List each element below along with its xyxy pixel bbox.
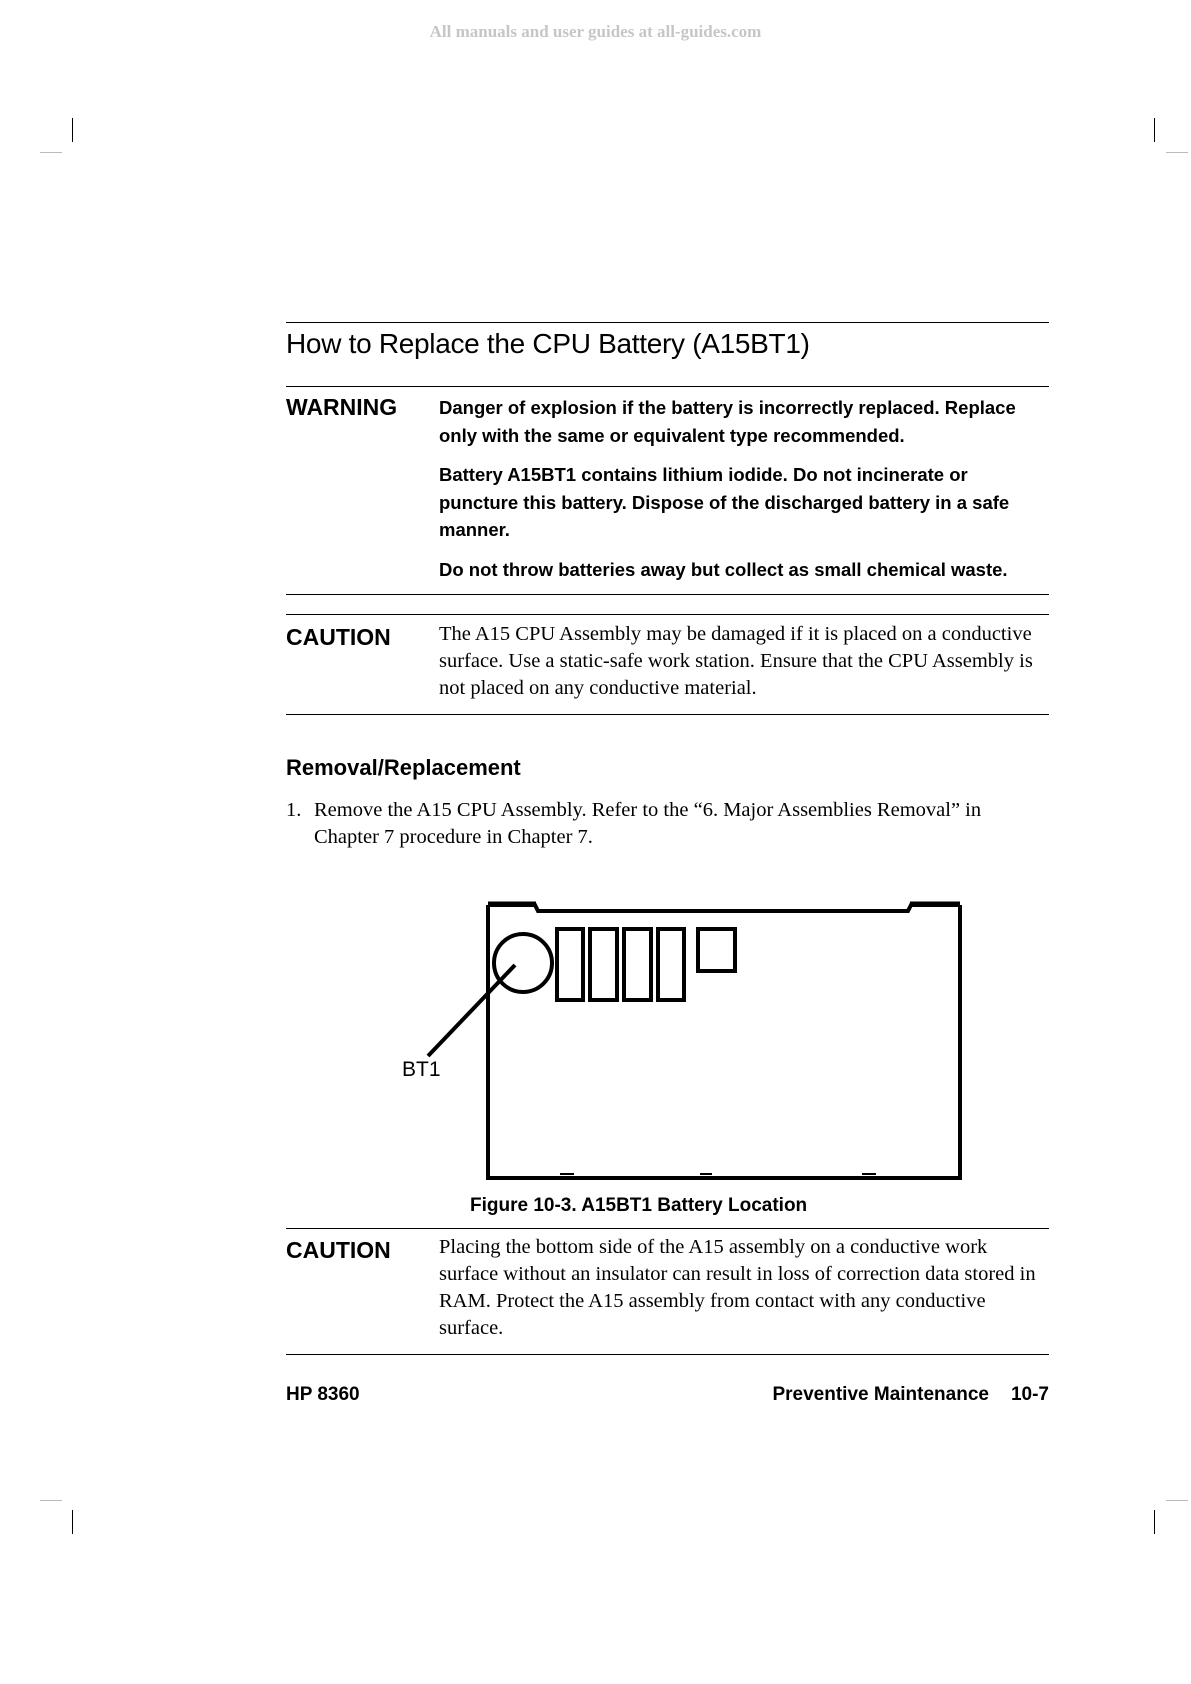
warning-bottom-rule (286, 594, 1049, 595)
crop-mark-top-right (1154, 118, 1155, 142)
crop-mark-bottom-right (1154, 1510, 1155, 1534)
footer-model: HP 8360 (286, 1384, 360, 1405)
crop-mark-top-left-h (40, 152, 62, 153)
footer-page-number: 10-7 (1010, 1384, 1049, 1405)
caution1-body (439, 621, 1049, 702)
footer-section (772, 1384, 1049, 1406)
callout-leader-line (428, 965, 515, 1056)
chip (698, 929, 735, 971)
caution1-top-rule (286, 614, 1049, 615)
crop-mark-bottom-left (72, 1510, 73, 1534)
crop-mark-top-right-h (1166, 152, 1188, 153)
board-top-edge (488, 905, 960, 911)
warning-paragraph: Danger of explosion if the battery is incorrectly replaced. Replace only with the same or equivalent type recommended. (439, 397, 1016, 446)
chip (590, 929, 617, 1000)
title-top-rule (286, 322, 1049, 323)
callout-label: BT1 (402, 1058, 441, 1081)
caution2-body (439, 1234, 1049, 1342)
caution1-bottom-rule (286, 714, 1049, 715)
figure-caption: Figure 10-3. A15BT1 Battery Location (470, 1195, 808, 1216)
step-text: Remove the A15 CPU Assembly. Refer to the “6. Major Assemblies Removal” in Chapter 7 procedure in Chapter 7. (314, 799, 982, 848)
warning-label: WARNING (286, 394, 398, 420)
warning-paragraph: Battery A15BT1 contains lithium iodide. Do not incinerate or puncture this battery. Dispose of the discharged battery in a safe manner. (439, 464, 1010, 540)
caution1-label: CAUTION (286, 624, 391, 650)
chip (658, 929, 684, 1000)
chip (557, 929, 583, 1000)
warning-body (439, 394, 1049, 595)
chip (624, 929, 651, 1000)
section-heading: Removal/Replacement (286, 755, 521, 780)
warning-paragraph: Do not throw batteries away but collect as small chemical waste. (439, 558, 1008, 580)
board-outline (488, 905, 960, 1178)
battery-bt1 (494, 934, 552, 992)
caution2-label: CAUTION (286, 1237, 391, 1263)
step-number: 1. (286, 799, 302, 821)
caution2-text: Placing the bottom side of the A15 assembly on a conductive work surface without an insulator can result in loss of correction data stored in RAM. Protect the A15 assembly from contact with any conductive surface. (439, 1236, 1036, 1339)
footer-section-name: Preventive Maintenance (772, 1384, 989, 1405)
caution2-top-rule (286, 1228, 1049, 1229)
page-title: How to Replace the CPU Battery (A15BT1) (286, 328, 810, 359)
caution1-text: The A15 CPU Assembly may be damaged if it is placed on a conductive surface. Use a static-safe work station. Ensure that the CPU Assembly is not placed on any conductive material. (439, 623, 1033, 699)
crop-mark-top-left (72, 118, 73, 142)
title-bottom-rule (286, 386, 1049, 387)
watermark: All manuals and user guides at all-guides.com (429, 22, 762, 41)
caution2-bottom-rule (286, 1354, 1049, 1355)
crop-mark-bottom-right-h (1166, 1500, 1188, 1501)
crop-mark-bottom-left-h (40, 1500, 62, 1501)
